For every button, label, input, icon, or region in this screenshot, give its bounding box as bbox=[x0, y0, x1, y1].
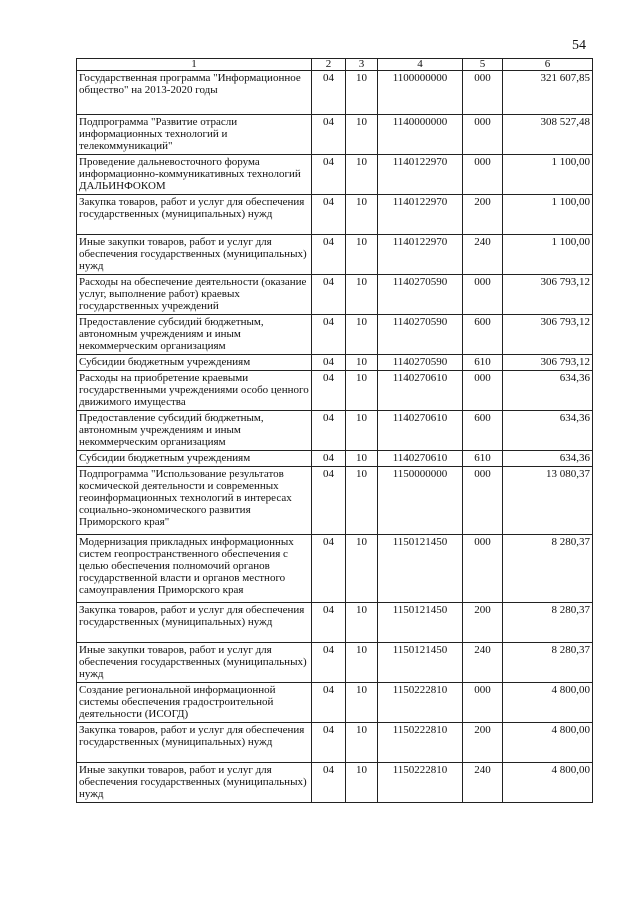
row-section: 04 bbox=[312, 71, 346, 115]
row-subsection: 10 bbox=[346, 155, 378, 195]
row-section: 04 bbox=[312, 723, 346, 763]
row-amount: 306 793,12 bbox=[503, 355, 593, 371]
row-name: Модернизация прикладных информационных систем геопространственного обеспечения с целью обеспечения полномочий органов государственной власти и органов местного самоуправления Приморского края bbox=[77, 535, 312, 603]
row-name: Подпрограмма "Развитие отрасли информационных технологий и телекоммуникаций" bbox=[77, 115, 312, 155]
row-subsection: 10 bbox=[346, 535, 378, 603]
row-section: 04 bbox=[312, 235, 346, 275]
row-expense-type: 000 bbox=[463, 115, 503, 155]
budget-table bbox=[76, 58, 593, 803]
row-section: 04 bbox=[312, 195, 346, 235]
row-name: Закупка товаров, работ и услуг для обеспечения государственных (муниципальных) нужд bbox=[77, 603, 312, 643]
column-header-subsection: 3 bbox=[346, 59, 378, 71]
row-name: Предоставление субсидий бюджетным, автономным учреждениям и иным некоммерческим организациям bbox=[77, 315, 312, 355]
row-expense-type: 000 bbox=[463, 155, 503, 195]
row-name: Закупка товаров, работ и услуг для обеспечения государственных (муниципальных) нужд bbox=[77, 723, 312, 763]
row-amount: 634,36 bbox=[503, 451, 593, 467]
row-target-article: 1140122970 bbox=[378, 235, 463, 275]
row-target-article: 1140270590 bbox=[378, 275, 463, 315]
row-subsection: 10 bbox=[346, 411, 378, 451]
row-subsection: 10 bbox=[346, 683, 378, 723]
row-target-article: 1140270610 bbox=[378, 411, 463, 451]
row-target-article: 1140270610 bbox=[378, 371, 463, 411]
row-expense-type: 610 bbox=[463, 355, 503, 371]
row-name: Подпрограмма "Использование результатов космической деятельности и современных геоинформационных технологий в интересах социально-экономического развития Приморского края" bbox=[77, 467, 312, 535]
row-name: Создание региональной информационной системы обеспечения градостроительной деятельности (ИСОГД) bbox=[77, 683, 312, 723]
row-amount: 13 080,37 bbox=[503, 467, 593, 535]
row-section: 04 bbox=[312, 115, 346, 155]
row-expense-type: 000 bbox=[463, 535, 503, 603]
column-header-section: 2 bbox=[312, 59, 346, 71]
row-amount: 306 793,12 bbox=[503, 315, 593, 355]
row-target-article: 1140270590 bbox=[378, 315, 463, 355]
table-row bbox=[77, 115, 593, 155]
row-target-article: 1140270590 bbox=[378, 355, 463, 371]
row-section: 04 bbox=[312, 643, 346, 683]
table-row bbox=[77, 763, 593, 803]
row-amount: 4 800,00 bbox=[503, 683, 593, 723]
row-amount: 4 800,00 bbox=[503, 723, 593, 763]
row-subsection: 10 bbox=[346, 315, 378, 355]
table-row bbox=[77, 411, 593, 451]
row-expense-type: 000 bbox=[463, 467, 503, 535]
row-target-article: 1140270610 bbox=[378, 451, 463, 467]
row-section: 04 bbox=[312, 355, 346, 371]
row-target-article: 1150121450 bbox=[378, 535, 463, 603]
header-row bbox=[77, 59, 593, 71]
row-subsection: 10 bbox=[346, 235, 378, 275]
row-amount: 8 280,37 bbox=[503, 603, 593, 643]
column-header-amount: 6 bbox=[503, 59, 593, 71]
row-amount: 1 100,00 bbox=[503, 155, 593, 195]
row-expense-type: 240 bbox=[463, 235, 503, 275]
column-header-target-article: 4 bbox=[378, 59, 463, 71]
row-section: 04 bbox=[312, 451, 346, 467]
row-subsection: 10 bbox=[346, 371, 378, 411]
row-subsection: 10 bbox=[346, 195, 378, 235]
row-name: Предоставление субсидий бюджетным, автономным учреждениям и иным некоммерческим организациям bbox=[77, 411, 312, 451]
row-expense-type: 240 bbox=[463, 763, 503, 803]
row-target-article: 1150121450 bbox=[378, 643, 463, 683]
row-amount: 634,36 bbox=[503, 371, 593, 411]
row-amount: 308 527,48 bbox=[503, 115, 593, 155]
row-section: 04 bbox=[312, 603, 346, 643]
row-amount: 8 280,37 bbox=[503, 643, 593, 683]
row-name: Расходы на приобретение краевыми государственными учреждениями особо ценного движимого имущества bbox=[77, 371, 312, 411]
row-name: Расходы на обеспечение деятельности (оказание услуг, выполнение работ) краевых государственных учреждений bbox=[77, 275, 312, 315]
table-row bbox=[77, 371, 593, 411]
row-name: Государственная программа "Информационное общество" на 2013-2020 годы bbox=[77, 71, 312, 115]
column-header-name: 1 bbox=[77, 59, 312, 71]
page-number: 54 bbox=[572, 38, 586, 53]
row-section: 04 bbox=[312, 315, 346, 355]
row-subsection: 10 bbox=[346, 723, 378, 763]
row-target-article: 1150121450 bbox=[378, 603, 463, 643]
table-row bbox=[77, 355, 593, 371]
row-expense-type: 200 bbox=[463, 603, 503, 643]
row-name: Иные закупки товаров, работ и услуг для обеспечения государственных (муниципальных) нужд bbox=[77, 235, 312, 275]
row-expense-type: 610 bbox=[463, 451, 503, 467]
row-target-article: 1150222810 bbox=[378, 763, 463, 803]
row-section: 04 bbox=[312, 275, 346, 315]
row-name: Иные закупки товаров, работ и услуг для обеспечения государственных (муниципальных) нужд bbox=[77, 763, 312, 803]
table-row bbox=[77, 643, 593, 683]
row-name: Иные закупки товаров, работ и услуг для обеспечения государственных (муниципальных) нужд bbox=[77, 643, 312, 683]
row-amount: 8 280,37 bbox=[503, 535, 593, 603]
row-section: 04 bbox=[312, 411, 346, 451]
row-expense-type: 000 bbox=[463, 71, 503, 115]
table-row bbox=[77, 315, 593, 355]
table-row bbox=[77, 683, 593, 723]
row-target-article: 1140122970 bbox=[378, 195, 463, 235]
row-expense-type: 000 bbox=[463, 683, 503, 723]
row-target-article: 1100000000 bbox=[378, 71, 463, 115]
column-header-expense-type: 5 bbox=[463, 59, 503, 71]
table-row bbox=[77, 235, 593, 275]
table-row bbox=[77, 275, 593, 315]
row-amount: 634,36 bbox=[503, 411, 593, 451]
row-subsection: 10 bbox=[346, 763, 378, 803]
table-row bbox=[77, 603, 593, 643]
row-expense-type: 600 bbox=[463, 411, 503, 451]
row-subsection: 10 bbox=[346, 467, 378, 535]
row-subsection: 10 bbox=[346, 603, 378, 643]
table-row bbox=[77, 535, 593, 603]
row-subsection: 10 bbox=[346, 643, 378, 683]
row-section: 04 bbox=[312, 467, 346, 535]
row-target-article: 1150222810 bbox=[378, 723, 463, 763]
row-target-article: 1150000000 bbox=[378, 467, 463, 535]
row-expense-type: 200 bbox=[463, 195, 503, 235]
row-section: 04 bbox=[312, 763, 346, 803]
row-subsection: 10 bbox=[346, 115, 378, 155]
row-subsection: 10 bbox=[346, 451, 378, 467]
table-row bbox=[77, 195, 593, 235]
row-section: 04 bbox=[312, 371, 346, 411]
row-target-article: 1150222810 bbox=[378, 683, 463, 723]
row-amount: 4 800,00 bbox=[503, 763, 593, 803]
row-subsection: 10 bbox=[346, 71, 378, 115]
row-subsection: 10 bbox=[346, 275, 378, 315]
table-row bbox=[77, 467, 593, 535]
table-row bbox=[77, 451, 593, 467]
table-row bbox=[77, 155, 593, 195]
row-name: Проведение дальневосточного форума информационно-коммуникативных технологий ДАЛЬИНФОКОМ bbox=[77, 155, 312, 195]
row-expense-type: 240 bbox=[463, 643, 503, 683]
row-name: Субсидии бюджетным учреждениям bbox=[77, 451, 312, 467]
row-expense-type: 600 bbox=[463, 315, 503, 355]
row-amount: 306 793,12 bbox=[503, 275, 593, 315]
row-name: Субсидии бюджетным учреждениям bbox=[77, 355, 312, 371]
row-amount: 1 100,00 bbox=[503, 195, 593, 235]
row-subsection: 10 bbox=[346, 355, 378, 371]
row-expense-type: 200 bbox=[463, 723, 503, 763]
row-section: 04 bbox=[312, 683, 346, 723]
row-expense-type: 000 bbox=[463, 371, 503, 411]
row-amount: 321 607,85 bbox=[503, 71, 593, 115]
row-section: 04 bbox=[312, 155, 346, 195]
row-target-article: 1140122970 bbox=[378, 155, 463, 195]
row-amount: 1 100,00 bbox=[503, 235, 593, 275]
row-target-article: 1140000000 bbox=[378, 115, 463, 155]
row-name: Закупка товаров, работ и услуг для обеспечения государственных (муниципальных) нужд bbox=[77, 195, 312, 235]
table-row bbox=[77, 71, 593, 115]
table-row bbox=[77, 723, 593, 763]
row-expense-type: 000 bbox=[463, 275, 503, 315]
row-section: 04 bbox=[312, 535, 346, 603]
